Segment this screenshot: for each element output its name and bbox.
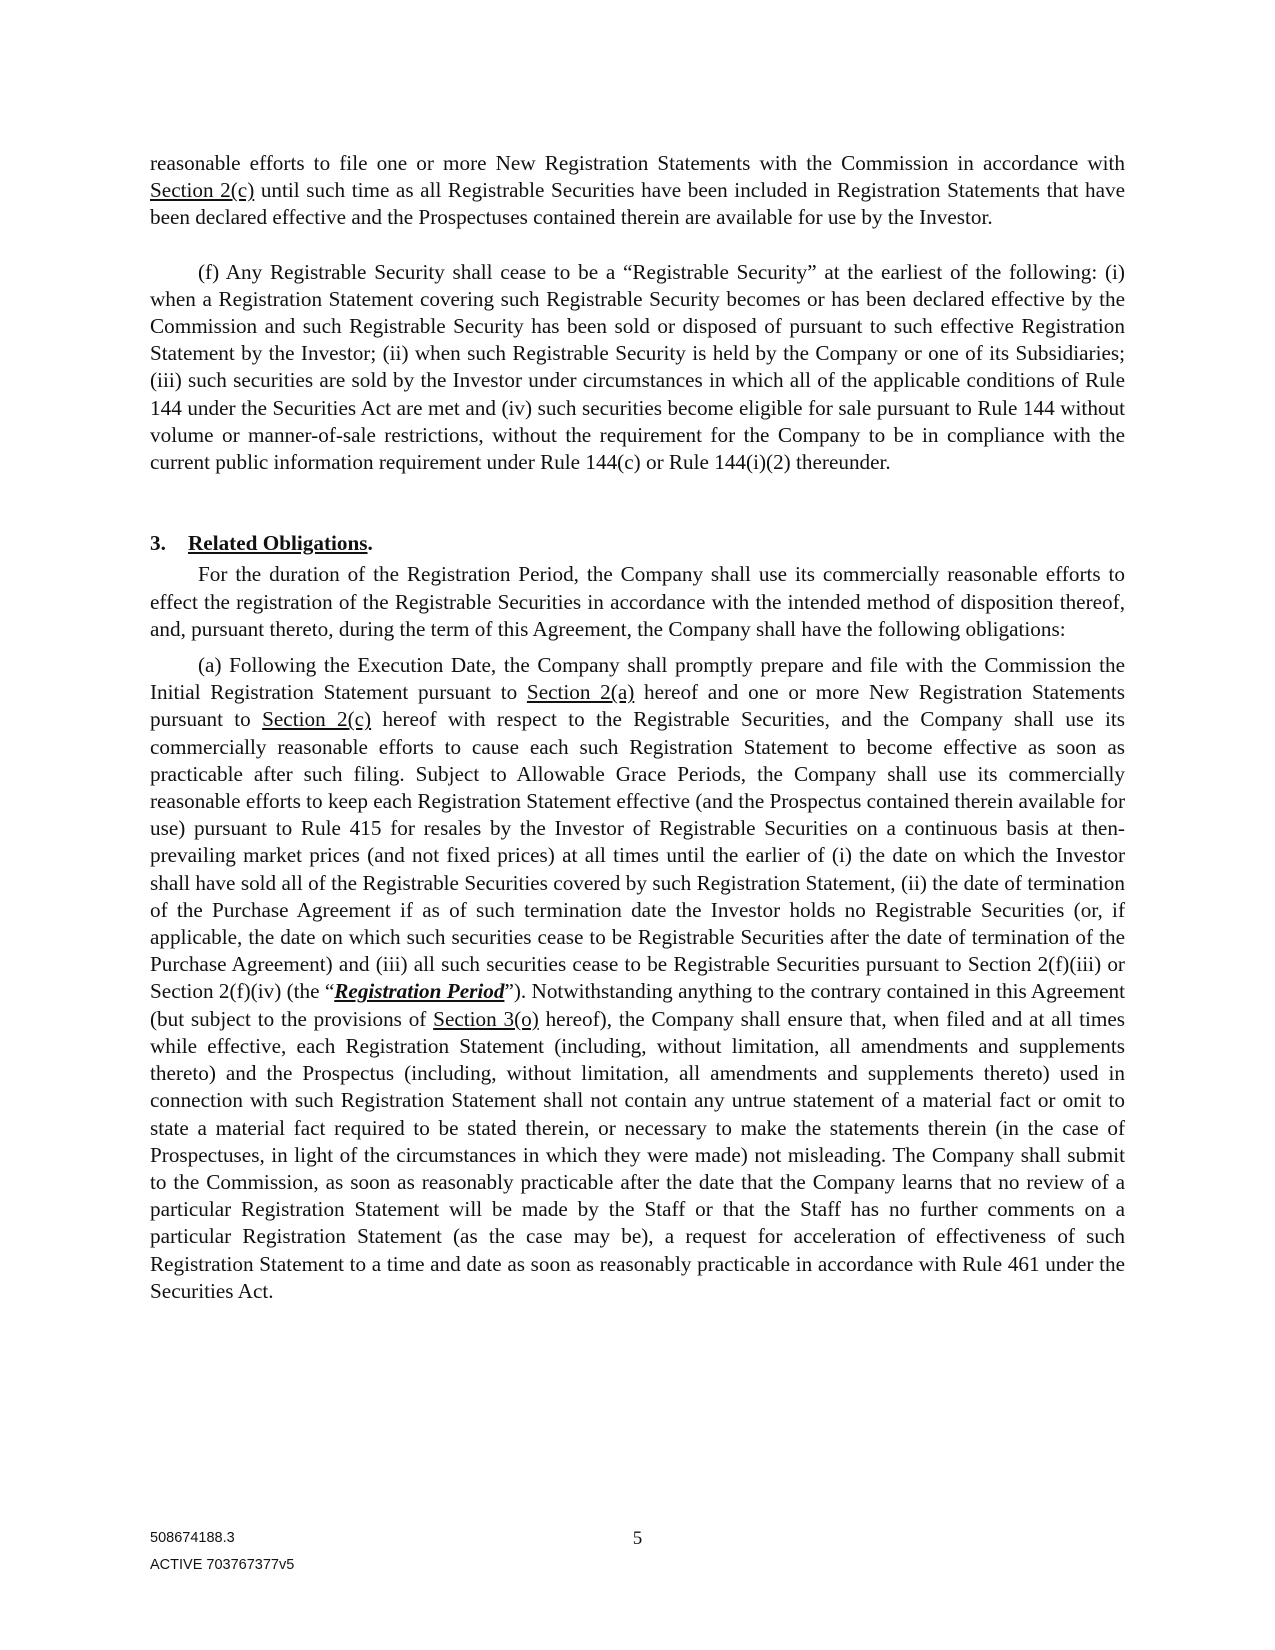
paragraph-2f: (f) Any Registrable Security shall cease to be a “Registrable Security” at the earliest of the following: (i) when a Registration Statement covering such Registrable Security becomes or has been declared effective by the Commission and such Registrable Security has been sold or disposed of pursuant to such effective Registration Statement by the Investor; (ii) when such Registrable Security is held by the Company or one of its Subsidiaries; (iii) such securities are sold by the Investor under circumstances in which all of the applicable conditions of Rule 144 under the Securities Act are met and (iv) such securities become eligible for sale pursuant to Rule 144 without volume or manner-of-sale restrictions, without the requirement for the Company to be in compliance with the current public information requirement under Rule 144(c) or Rule 144(i)(2) thereunder. (150, 259, 1125, 475)
section-title: Related Obligations (188, 531, 368, 556)
document-body (150, 150, 1125, 1305)
footer-doc-id: 508674188.3 (150, 1530, 235, 1546)
paragraph-3-intro: For the duration of the Registration Period, the Company shall use its commercially reasonable efforts to effect the registration of the Registrable Securities in accordance with the intended method of disposition thereof, and, pursuant thereto, during the term of this Agreement, the Company shall have the following obligations: (150, 562, 1125, 641)
page-number: 5 (632, 1528, 643, 1549)
section-heading (150, 530, 1125, 557)
section-number: 3. (150, 531, 166, 556)
footer-active-id: ACTIVE 703767377v5 (150, 1557, 295, 1573)
paragraph-continuation: reasonable efforts to file one or more New Registration Statements with the Commission in accordance with Section 2(c) until such time as all Registrable Securities have been included in Registration Statements that have been declared effective and the Prospectuses contained therein are available for use by the Investor. (150, 151, 1125, 230)
footer-doc-ids (150, 1525, 294, 1579)
section-title-period: . (367, 531, 373, 556)
paragraph-3a: (a) Following the Execution Date, the Company shall promptly prepare and file with the Commission the Initial Registration Statement pursuant to Section 2(a) hereof and one or more New Registration Statements pursuant to Section 2(c) hereof with respect to the Registrable Securities, and the Company shall use its commercially reasonable efforts to cause each such Registration Statement to become effective as soon as practicable after such filing. Subject to Allowable Grace Periods, the Company shall use its commercially reasonable efforts to keep each Registration Statement effective (and the Prospectus contained therein available for use) pursuant to Rule 415 for resales by the Investor of Registrable Securities on a continuous basis at then-prevailing market prices (and not fixed prices) at all times until the earlier of (i) the date on which the Investor shall have sold all of the Registrable Securities covered by such Registration Statement, (ii) the date of termination of the Purchase Agreement if as of such termination date the Investor holds no Registrable Securities (or, if applicable, the date on which such securities cease to be Registrable Securities after the date of termination of the Purchase Agreement) and (iii) all such securities cease to be Registrable Securities pursuant to Section 2(f)(iii) or Section 2(f)(iv) (the “Registration Period”). Notwithstanding anything to the contrary contained in this Agreement (but subject to the provisions of Section 3(o) hereof), the Company shall ensure that, when filed and at all times while effective, each Registration Statement (including, without limitation, all amendments and supplements thereto) and the Prospectus (including, without limitation, all amendments and supplements thereto) used in connection with such Registration Statement shall not contain any untrue statement of a material fact or omit to state a material fact required to be stated therein, or necessary to make the statements therein (in the case of Prospectuses, in light of the circumstances in which they were made) not misleading. The Company shall submit to the Commission, as soon as reasonably practicable after the date that the Company learns that no review of a particular Registration Statement will be made by the Staff or that the Staff has no further comments on a particular Registration Statement (as the case may be), a request for acceleration of effectiveness of such Registration Statement to a time and date as soon as reasonably practicable in accordance with Rule 461 under the Securities Act. (150, 653, 1126, 1303)
